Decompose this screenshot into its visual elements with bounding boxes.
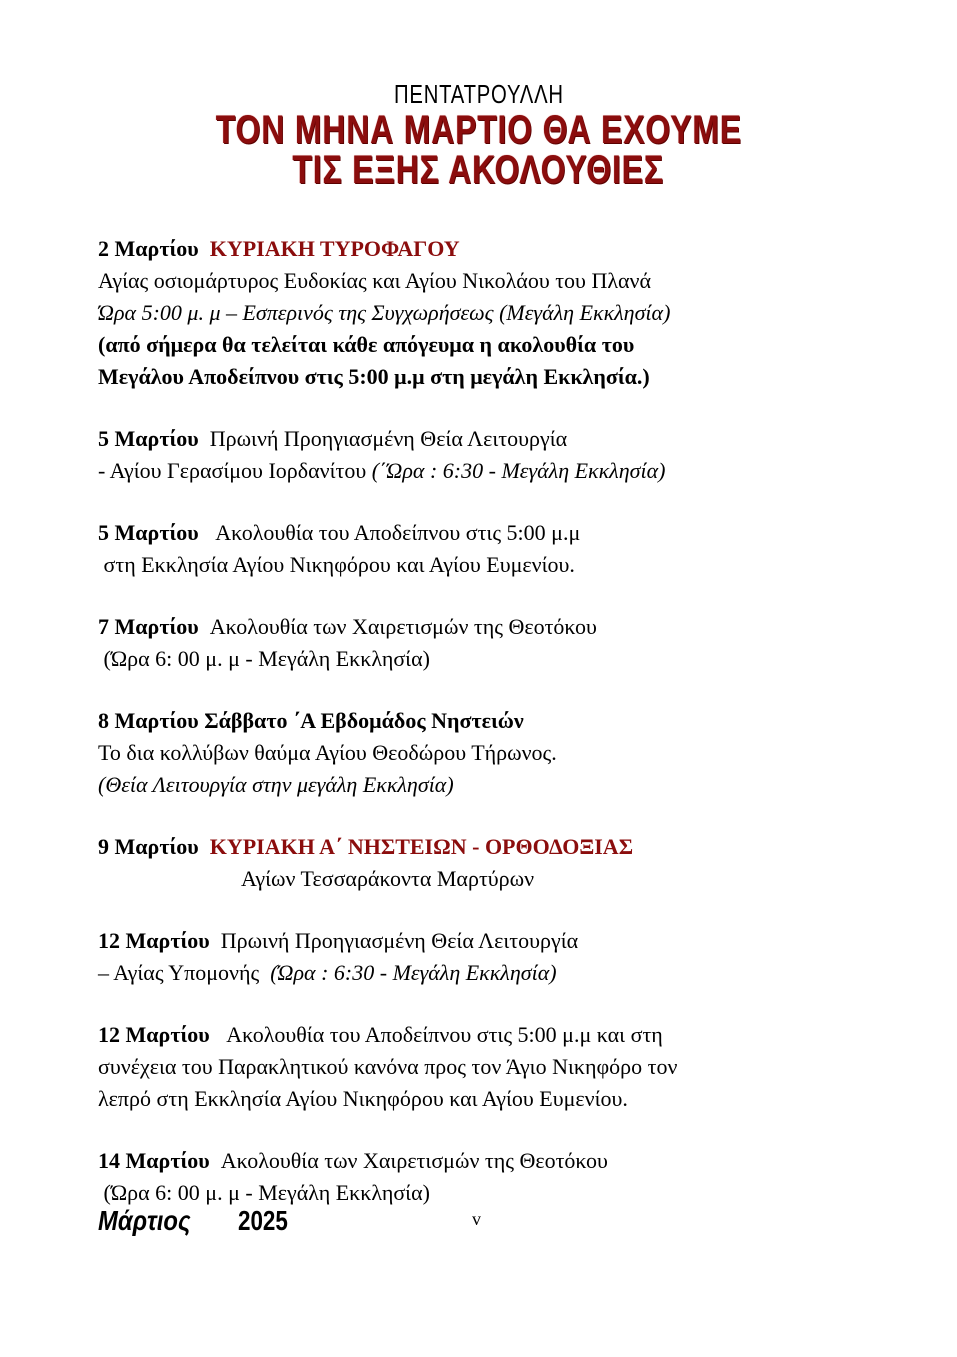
schedule-entry [98,611,858,675]
entry-service: (Θεία Λειτουργία στην μεγάλη Εκκλησία) [98,772,454,797]
entry-date: 12 Μαρτίου [98,928,210,953]
schedule-entry [98,1145,858,1209]
entry-description: Το δια κολλύβων θαύμα Αγίου Θεοδώρου Τήρωνος. [98,740,557,765]
entry-service-time: Ώρα 5:00 μ. μ – Εσπερινός της Συγχωρήσεως (Μεγάλη Εκκλησία) [98,300,671,325]
entry-note: Μεγάλου Αποδείπνου στις 5:00 μ.μ στη μεγάλη Εκκλησία.) [98,364,650,389]
entry-service: Πρωινή Προηγιασμένη Θεία Λειτουργία [220,928,579,953]
entry-service: Πρωινή Προηγιασμένη Θεία Λειτουργία [209,426,568,451]
schedule-entry [98,517,858,581]
schedule-list [98,233,858,1209]
entry-date: 7 Μαρτίου [98,614,199,639]
schedule-entry [98,423,858,487]
page-title-line-2: ΤΙΣ ΕΞΗΣ ΑΚΟΛΟΥΘΙΕΣ [292,148,665,192]
entry-feast-heading: ΚΥΡΙΑΚΗ ΤΥΡΟΦΑΓΟΥ [209,236,460,261]
entry-saint: - Αγίου Γερασίμου Ιορδανίτου [98,458,367,483]
document-header [0,78,957,190]
entry-service: Ακολουθία του Αποδείπνου στις 5:00 μ.μ [215,520,581,545]
entry-date: 2 Μαρτίου [98,236,199,261]
entry-time: (Ώρα 6: 00 μ. μ - Μεγάλη Εκκλησία) [98,1180,430,1205]
entry-time: (΄Ώρα : 6:30 - [371,458,496,483]
entry-date: 9 Μαρτίου [98,834,199,859]
entry-date: 14 Μαρτίου [98,1148,210,1173]
entry-date: 5 Μαρτίου [98,426,199,451]
entry-saints: Αγίας οσιομάρτυρος Ευδοκίας και Αγίου Νικολάου του Πλανά [98,268,652,293]
entry-note: (από σήμερα θα τελείται κάθε απόγευμα η ακολουθία του [98,332,635,357]
schedule-entry [98,831,858,895]
entry-description: συνέχεια του Παρακλητικού κανόνα προς τον Άγιο Νικηφόρο τον [98,1054,678,1079]
footer-year: 2025 [238,1205,288,1236]
schedule-entry [98,705,858,801]
entry-heading: Σάββατο ΄Α Εβδομάδος Νηστειών [204,708,524,733]
entry-saints: Αγίων Τεσσαράκοντα Μαρτύρων [241,866,535,891]
page-title-line-1: ΤΟΝ ΜΗΝΑ ΜΑΡΤΙΟ ΘΑ ΕΧΟΥΜΕ [215,108,742,152]
schedule-entry [98,925,858,989]
entry-place: Μεγάλη Εκκλησία) [501,458,666,483]
entry-time: (Ώρα 6: 00 μ. μ - Μεγάλη Εκκλησία) [98,646,430,671]
entry-feast-heading: ΚΥΡΙΑΚΗ Α΄ ΝΗΣΤΕΙΩΝ - ΟΡΘΟΔΟΞΙΑΣ [209,834,634,859]
church-name: ΠΕΝΤΑΤΡΟΥΛΛΗ [393,79,564,109]
schedule-entry [98,233,858,393]
entry-service: Ακολουθία των Χαιρετισμών της Θεοτόκου [220,1148,608,1173]
entry-date: 8 Μαρτίου [98,708,199,733]
entry-time: (Ώρα : 6:30 - [270,960,388,985]
entry-saint: – Αγίας Υπομονής [98,960,260,985]
footer-page-mark: v [472,1209,481,1229]
entry-date: 12 Μαρτίου [98,1022,210,1047]
entry-place: στη Εκκλησία Αγίου Νικηφόρου και Αγίου Ευμενίου. [98,552,575,577]
entry-place: Μεγάλη Εκκλησία) [392,960,557,985]
entry-place: λεπρό στη Εκκλησία Αγίου Νικηφόρου και Αγίου Ευμενίου. [98,1086,628,1111]
footer-month: Μάρτιος [98,1205,191,1236]
entry-date: 5 Μαρτίου [98,520,199,545]
entry-service: Ακολουθία των Χαιρετισμών της Θεοτόκου [209,614,597,639]
document-footer [98,1203,858,1243]
schedule-entry [98,1019,858,1115]
entry-service: Ακολουθία του Αποδείπνου στις 5:00 μ.μ και στη [226,1022,663,1047]
